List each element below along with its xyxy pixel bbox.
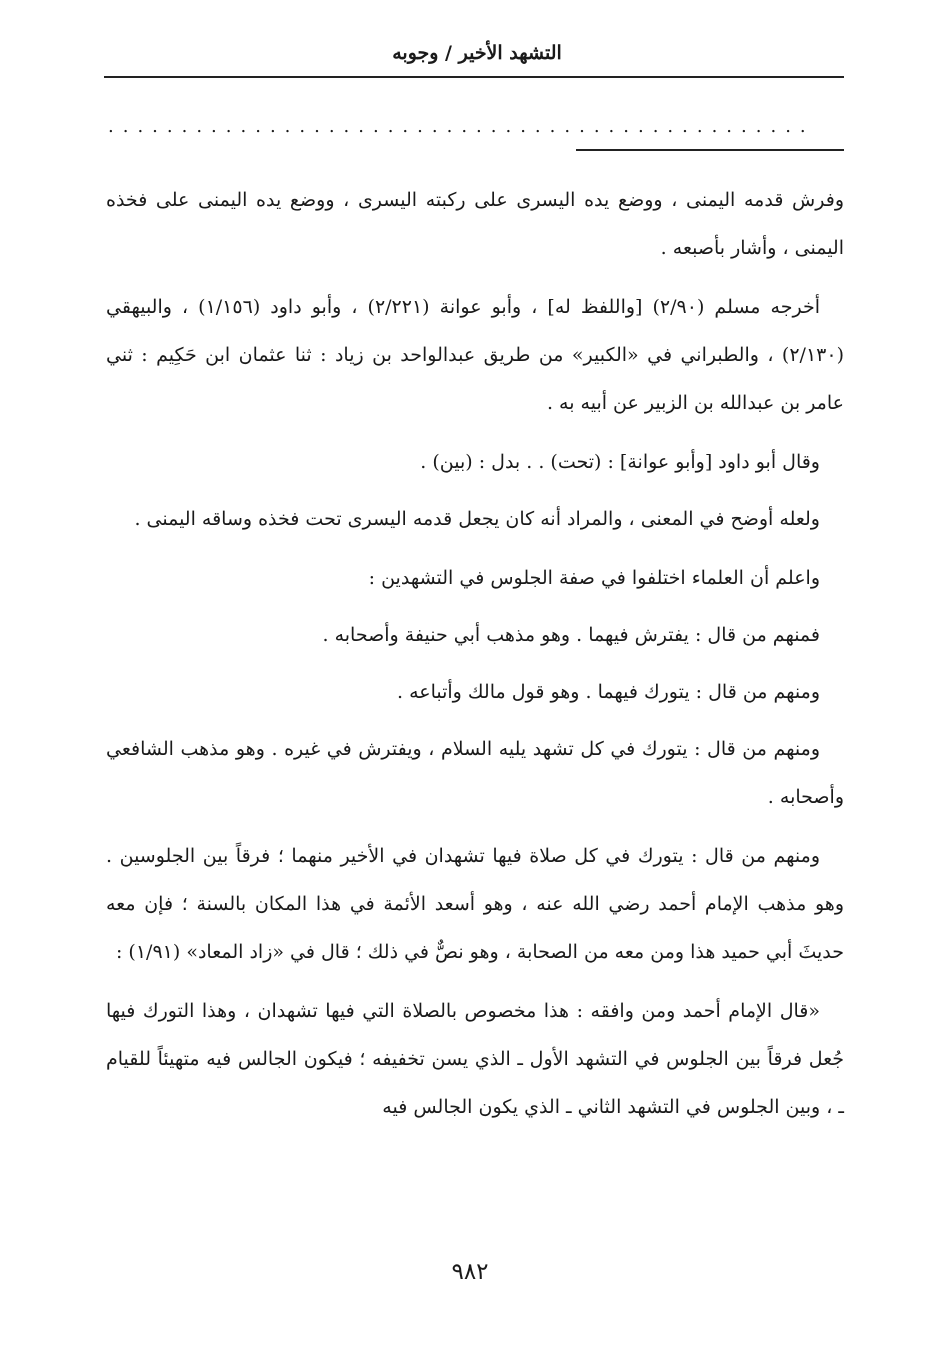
footnote-rule bbox=[576, 149, 844, 151]
header-rule bbox=[104, 76, 844, 78]
paragraph-7: ومنهم من قال : يتورك فيهما . وهو قول مالك وأتباعه . bbox=[396, 681, 820, 703]
paragraph-6: فمنهم من قال : يفترش فيهما . وهو مذهب أبي حنيفة وأصحابه . bbox=[322, 624, 820, 646]
paragraph-9: ومنهم من قال : يتورك في كل صلاة فيها تشهدان في الأخير منهما ؛ فرقاً بين الجلوسين . وهو مذهب الإمام أحمد رضي الله عنه ، وهو أسعد الأئمة في هذا المكان بالسنة ؛ فإن معه حديثَ أبي حميد هذا ومن معه من الصحابة ، وهو نصٌّ في ذلك ؛ قال في «زاد المعاد» (١/٩١) : bbox=[106, 845, 844, 963]
paragraph-1: وفرش قدمه اليمنى ، ووضع يده اليسرى على ركبته اليسرى ، ووضع يده اليمنى على فخذه اليمنى ، وأشار بأصبعه . bbox=[106, 189, 844, 259]
paragraph-8: ومنهم من قال : يتورك في كل تشهد يليه السلام ، ويفترش في غيره . وهو مذهب الشافعي وأصحابه . bbox=[106, 738, 844, 808]
paragraph-5: واعلم أن العلماء اختلفوا في صفة الجلوس في التشهدين : bbox=[368, 567, 820, 589]
dotted-separator: ................................................ bbox=[108, 116, 815, 137]
paragraph-2: أخرجه مسلم (٢/٩٠) [واللفظ له] ، وأبو عوانة (٢/٢٢١) ، وأبو داود (١/١٥٦) ، والبيهقي (٢/١٣٠) ، والطبراني في «الكبير» من طريق عبدالواحد بن زياد : ثنا عثمان ابن حَكِيم : ثني عامر بن عبدالله بن الزبير عن أبيه به . bbox=[106, 296, 844, 414]
body-text bbox=[106, 176, 844, 1142]
page-number: ٩٨٢ bbox=[451, 1259, 489, 1285]
paragraph-10: «قال الإمام أحمد ومن وافقه : هذا مخصوص بالصلاة التي فيها تشهدان ، وهذا التورك فيها جُعل فرقاً بين الجلوس في التشهد الأول ـ الذي يسن تخفيفه ؛ فيكون الجالس فيه متهيئاً للقيام ـ ، وبين الجلوس في التشهد الثاني ـ الذي يكون الجالس فيه bbox=[106, 1000, 844, 1118]
paragraph-4: ولعله أوضح في المعنى ، والمراد أنه كان يجعل قدمه اليسرى تحت فخذه وساقه اليمنى . bbox=[134, 508, 820, 530]
running-header: التشهد الأخير / وجوبه bbox=[392, 42, 562, 64]
paragraph-3: وقال أبو داود [وأبو عوانة] : (تحت) . . بدل : (بين) . bbox=[420, 451, 820, 473]
